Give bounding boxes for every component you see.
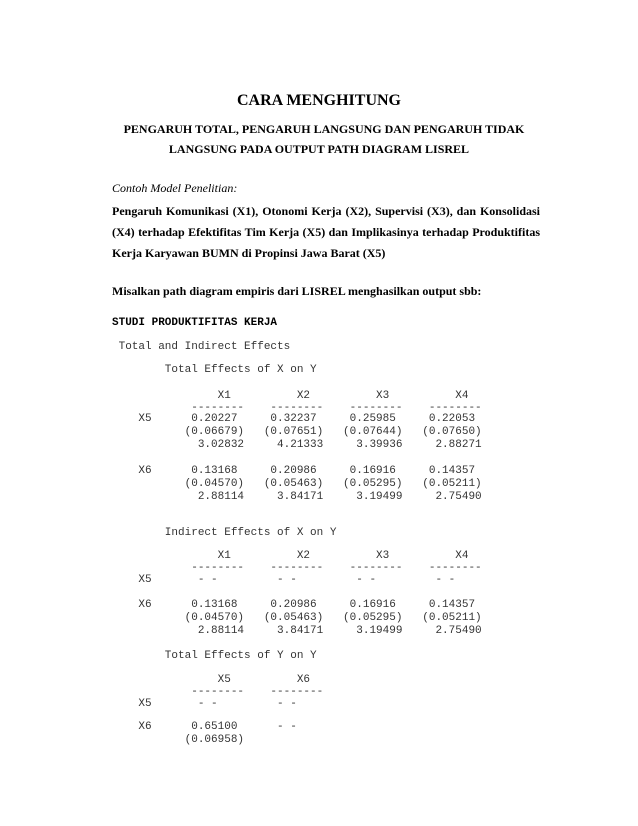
table-row: (0.04570) (0.05463) (0.05295) (0.05211) <box>112 478 482 490</box>
model-description-line-2: (X4) terhadap Efektifitas Tim Kerja (X5) dan Implikasinya terhadap Produktifitas <box>112 225 540 239</box>
table-row: X6 0.13168 0.20986 0.16916 0.14357 <box>112 599 476 611</box>
table-row: X5 0.20227 0.32237 0.25985 0.22053 <box>112 413 476 425</box>
model-description-line-3: Kerja Karyawan BUMN di Propinsi Jawa Barat (X5) <box>112 246 386 260</box>
page-subtitle-line-1: PENGARUH TOTAL, PENGARUH LANGSUNG DAN PENGARUH TIDAK <box>123 122 525 136</box>
table-row: X5 - - - - - - - - <box>112 574 456 586</box>
table-header: X1 X2 X3 X4 <box>112 550 469 562</box>
table-row: 2.88114 3.84171 3.19499 2.75490 <box>112 625 482 637</box>
table-row: X5 - - - - <box>112 698 297 710</box>
table-title: Indirect Effects of X on Y <box>112 527 337 539</box>
assumption-statement: Misalkan path diagram empiris dari LISREL menghasilkan output sbb: <box>112 284 482 298</box>
table-header: X1 X2 X3 X4 <box>112 390 469 402</box>
study-title: STUDI PRODUKTIFITAS KERJA <box>112 317 278 329</box>
table-row: X6 0.65100 - - <box>112 721 297 733</box>
table-divider: -------- -------- -------- -------- <box>112 402 482 414</box>
table-title: Total Effects of Y on Y <box>112 650 317 662</box>
table-row: 3.02832 4.21333 3.39936 2.88271 <box>112 439 482 451</box>
table-row: (0.06958) <box>112 734 245 746</box>
table-title: Total Effects of X on Y <box>112 364 317 376</box>
page-subtitle-line-2: LANGSUNG PADA OUTPUT PATH DIAGRAM LISREL <box>168 142 470 156</box>
table-header: X5 X6 <box>112 674 311 686</box>
model-label: Contoh Model Penelitian: <box>112 181 238 195</box>
page-title: CARA MENGHITUNG <box>236 92 401 109</box>
table-row: X6 0.13168 0.20986 0.16916 0.14357 <box>112 465 476 477</box>
table-row: (0.04570) (0.05463) (0.05295) (0.05211) <box>112 612 482 624</box>
table-divider: -------- -------- <box>112 686 324 698</box>
table-row: 2.88114 3.84171 3.19499 2.75490 <box>112 491 482 503</box>
table-row: (0.06679) (0.07651) (0.07644) (0.07650) <box>112 426 482 438</box>
model-description-line-1: Pengaruh Komunikasi (X1), Otonomi Kerja (X2), Supervisi (X3), dan Konsolidasi <box>112 204 540 218</box>
section-header: Total and Indirect Effects <box>112 341 291 353</box>
table-divider: -------- -------- -------- -------- <box>112 562 482 574</box>
